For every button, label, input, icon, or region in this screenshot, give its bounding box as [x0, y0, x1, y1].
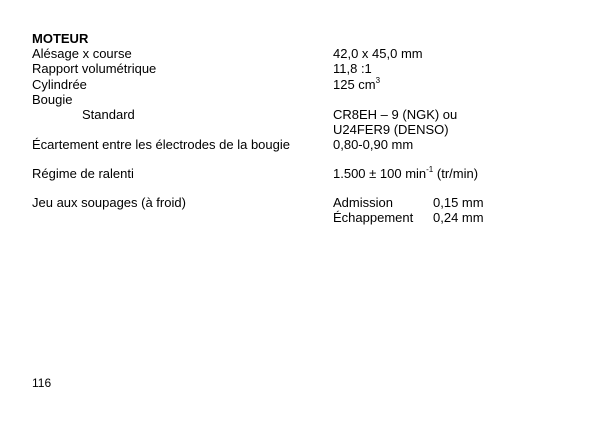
electrode-gap-label: Écartement entre les électrodes de la bougie: [32, 137, 290, 152]
valve-intake-value: 0,15 mm: [433, 195, 484, 210]
displacement-value-main: 125 cm: [333, 77, 376, 92]
displacement-label: Cylindrée: [32, 77, 87, 92]
displacement-value-exponent: 3: [375, 75, 381, 85]
spark-plug-value-line2: U24FER9 (DENSO): [333, 122, 449, 137]
valve-exhaust-value: 0,24 mm: [433, 210, 484, 225]
electrode-gap-value: 0,80-0,90 mm: [333, 137, 414, 152]
spark-plug-label: Bougie: [32, 92, 73, 107]
idle-speed-label: Régime de ralenti: [32, 166, 134, 181]
section-heading: MOTEUR: [32, 31, 89, 46]
idle-speed-value: [333, 166, 478, 182]
spark-plug-standard-label: Standard: [82, 107, 135, 122]
bore-stroke-label: Alésage x course: [32, 46, 132, 61]
valve-intake-label: Admission: [333, 195, 393, 210]
displacement-value: [333, 77, 380, 93]
bore-stroke-value: 42,0 x 45,0 mm: [333, 46, 423, 61]
idle-speed-value-main: 1.500 ± 100 min: [333, 166, 427, 181]
idle-speed-value-suffix: (tr/min): [433, 166, 479, 181]
compression-ratio-value: 11,8 :1: [333, 61, 372, 76]
valve-clearance-label: Jeu aux soupages (à froid): [32, 195, 186, 210]
page-number: 116: [32, 376, 52, 390]
valve-exhaust-label: Échappement: [333, 210, 414, 225]
spark-plug-value-line1: CR8EH – 9 (NGK) ou: [333, 107, 458, 122]
compression-ratio-label: Rapport volumétrique: [32, 61, 157, 76]
idle-speed-value-exponent: -1: [426, 164, 434, 174]
